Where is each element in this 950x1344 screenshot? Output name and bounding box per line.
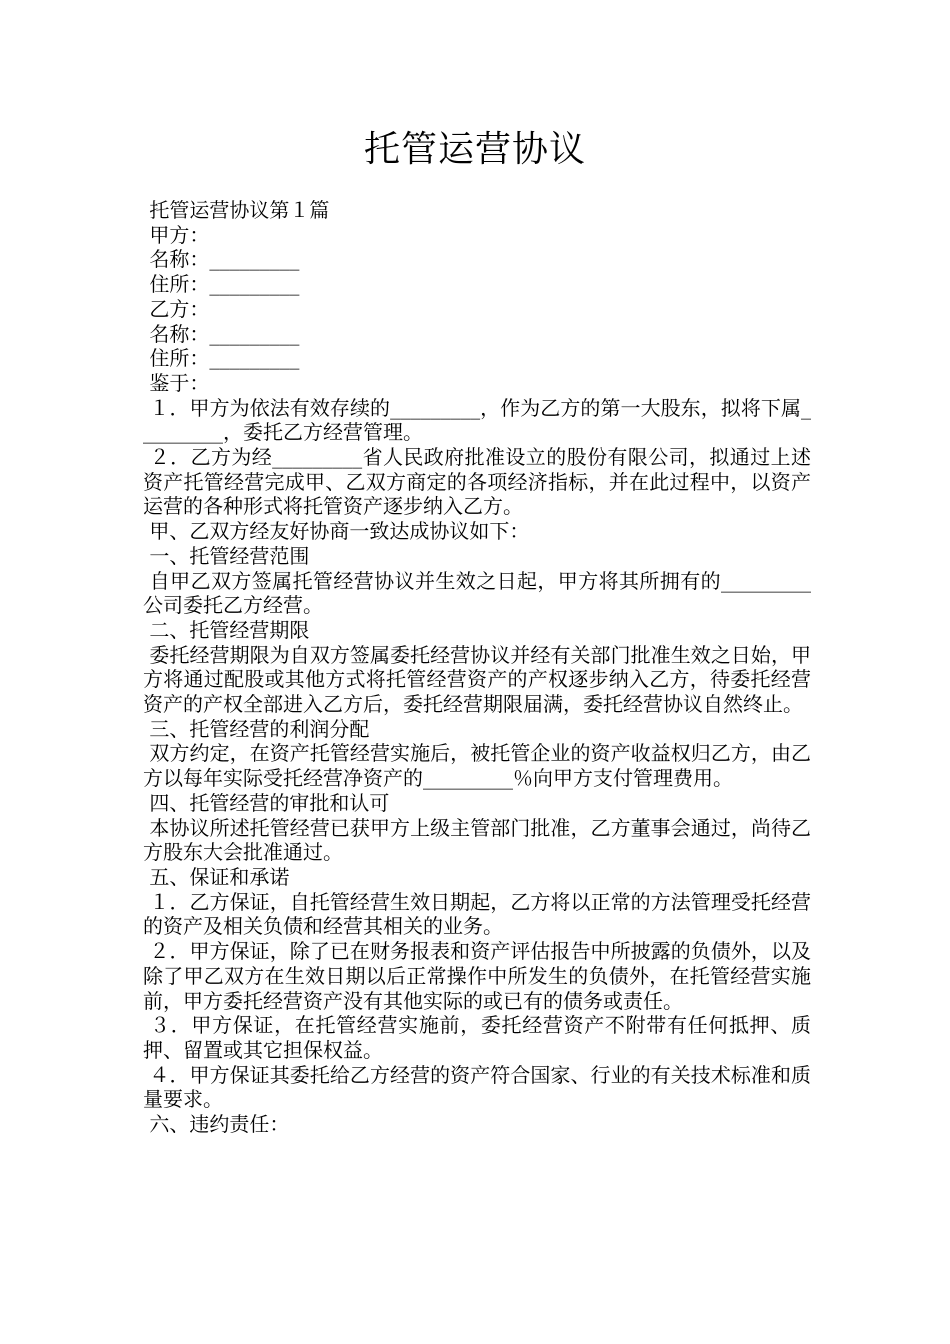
section-heading: 一、托管经营范围 [143, 543, 310, 568]
text-line: 乙方： [143, 296, 210, 321]
section-heading: 三、托管经营的利润分配 [143, 716, 370, 741]
document-body [143, 198, 811, 1137]
text-line: 双方约定，在资产托管经营实施后，被托管企业的资产收益权归乙方，由乙方以每年实际受托经营净资产的_________％向甲方支付管理费用。 [143, 741, 812, 791]
text-line: １．乙方保证，自托管经营生效日期起，乙方将以正常的方法管理受托经营的资产及相关负债和经营其相关的业务。 [143, 889, 812, 939]
text-line: ３．甲方保证，在托管经营实施前，委托经营资产不附带有任何抵押、质押、留置或其它担保权益。 [143, 1013, 812, 1062]
text-line: 甲方： [143, 222, 210, 247]
text-line: １．甲方为依法有效存续的_________，作为乙方的第一大股东，拟将下属_________，委托乙方经营管理。 [143, 395, 812, 445]
section-heading: 四、托管经营的审批和认可 [143, 790, 390, 815]
text-line: 本协议所述托管经营已获甲方上级主管部门批准，乙方董事会通过，尚待乙方股东大会批准通过。 [143, 815, 812, 865]
section-heading: 二、托管经营期限 [143, 617, 310, 642]
text-line: 名称：_________ [143, 247, 300, 272]
text-line: ４．甲方保证其委托给乙方经营的资产符合国家、行业的有关技术标准和质量要求。 [143, 1062, 812, 1112]
text-line: 委托经营期限为自双方签属委托经营协议并经有关部门批准生效之日始，甲方将通过配股或其他方式将托管经营资产的产权逐步纳入乙方，待委托经营资产的产权全部进入乙方后，委托经营期限届满，委托经营协议自然终止。 [143, 642, 812, 717]
section-heading: 五、保证和承诺 [143, 864, 290, 889]
text-line: 托管运营协议第１篇 [143, 198, 330, 222]
section-heading: 六、违约责任： [143, 1112, 290, 1137]
text-line: 名称：_________ [143, 321, 300, 346]
text-line: 住所：_________ [143, 272, 300, 297]
text-line: 住所：_________ [143, 346, 300, 371]
text-line: ２．甲方保证，除了已在财务报表和资产评估报告中所披露的负债外，以及除了甲乙双方在生效日期以后正常操作中所发生的负债外，在托管经营实施前，甲方委托经营资产没有其他实际的或已有的债务或责任。 [143, 939, 812, 1013]
text-line: 鉴于： [143, 370, 210, 395]
text-line: ２．乙方为经_________省人民政府批准设立的股份有限公司，拟通过上述资产托管经营完成甲、乙双方商定的各项经济指标，并在此过程中，以资产运营的各种形式将托管资产逐步纳入乙方。 [143, 445, 812, 519]
text-line: 甲、乙双方经友好协商一致达成协议如下： [143, 519, 530, 544]
text-line: 自甲乙双方签属托管经营协议并生效之日起，甲方将其所拥有的_________公司委托乙方经营。 [143, 568, 812, 618]
document-title: 托管运营协议 [363, 129, 586, 170]
